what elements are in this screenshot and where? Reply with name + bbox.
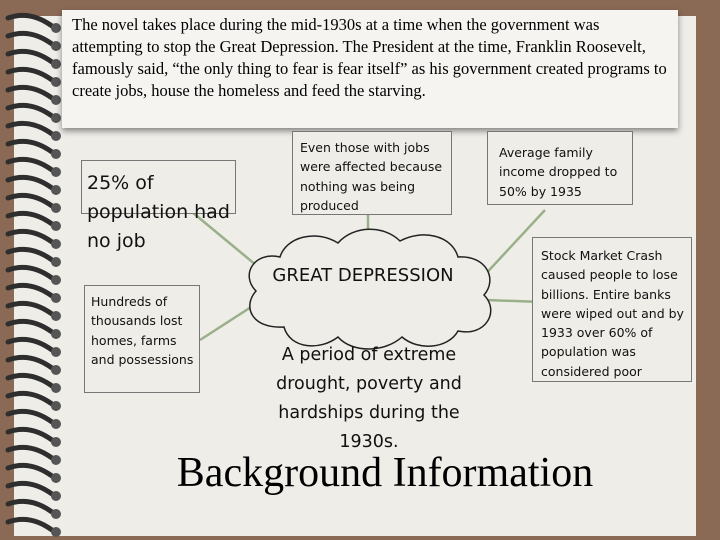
stock-crash-text: Stock Market Crash caused people to lose billions. Entire banks were wiped out and by 1933 over 60% of population was considered poor (541, 248, 684, 379)
unemployment-box (81, 160, 236, 252)
income-text: Average family income dropped to 50% by 1935 (499, 145, 618, 199)
income-box (487, 131, 633, 205)
unemployment-text: 25% of population had no job (87, 172, 230, 252)
homes-lost-box (84, 285, 200, 393)
central-topic-description: A period of extreme drought, poverty and hardships during the 1930s. (276, 345, 462, 452)
cloud-shape (234, 225, 504, 355)
slide-title: Background Information (176, 450, 594, 496)
jobs-affected-text: Even those with jobs were affected because nothing was being produced (300, 140, 443, 213)
stock-crash-box (532, 237, 692, 382)
jobs-affected-box (292, 131, 452, 215)
homes-lost-text: Hundreds of thousands lost homes, farms and possessions (91, 294, 194, 367)
intro-text: The novel takes place during the mid-1930s at a time when the government was attempting to stop the Great Depression. The President at the time, Franklin Roosevelt, famously said, “the only thing to fear is fear itself” as his government created programs to create jobs, house the homeless and feed the starving. (72, 15, 667, 100)
central-topic-title: GREAT DEPRESSION (272, 265, 454, 286)
